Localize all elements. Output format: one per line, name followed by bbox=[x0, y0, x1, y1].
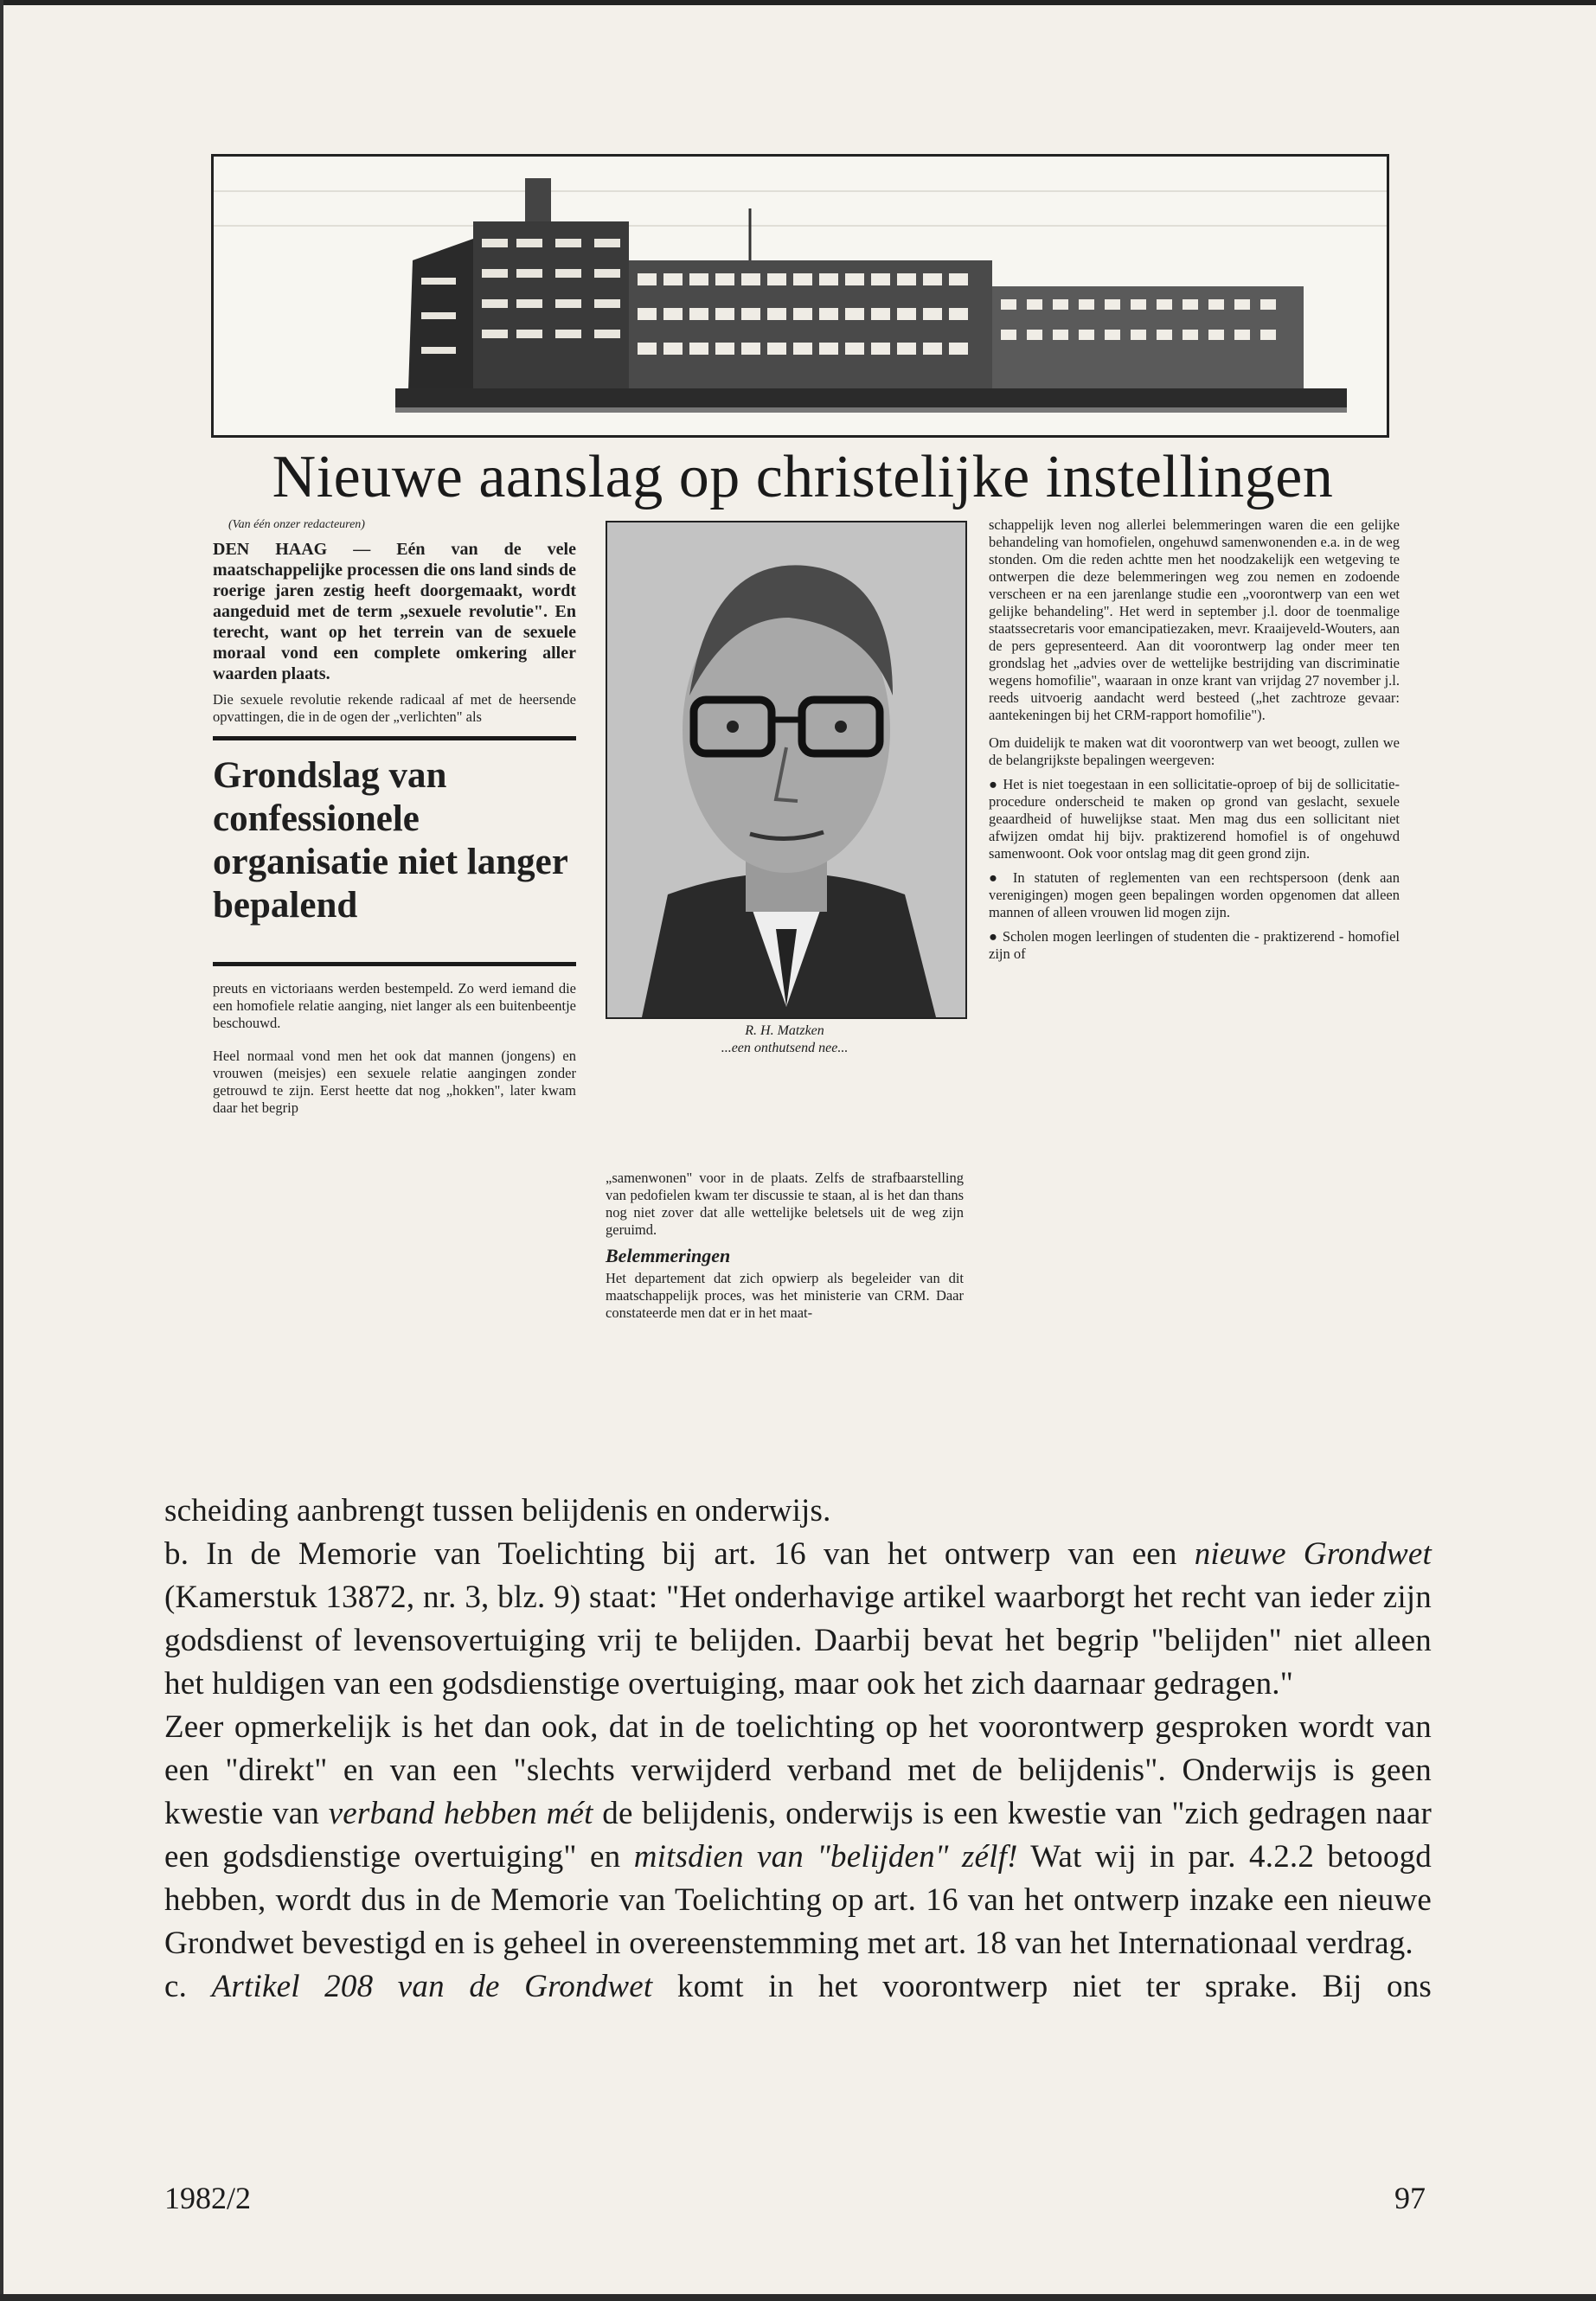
text-run: (Kamerstuk 13872, nr. 3, blz. 9) staat: "Het onderhavige artikel waarborgt het recht van ieder zijn godsdienst of levensovertuiging vrij te belijden. Daarbij bevat het begrip "belijden" niet alleen het huldigen van een godsdienstige overtuiging, maar ook het zich daarnaar gedragen." bbox=[164, 1580, 1432, 1702]
text-run: c. bbox=[164, 1969, 212, 2004]
text-run: Zeer opmerkelijk is het dan ook, dat in de toelichting op het voorontwerp gesproken wordt van een "direkt" en van een "slechts verwijderd verband met de belijdenis". Onderwijs is geen kwestie van bbox=[164, 1709, 1432, 1831]
bullet-item: ● In statuten of reglementen van een rechtspersoon (denk aan verenigingen) mogen geen bepalingen worden opgenomen dat alleen mannen of alleen vrouwen lid mogen zijn. bbox=[989, 869, 1400, 920]
subheadline: Grondslag van confessionele organisatie niet langer bepalend bbox=[213, 755, 568, 926]
italic-run: verband hebben mét bbox=[328, 1796, 593, 1831]
newspaper-clipping bbox=[206, 149, 1400, 1420]
caption-text: ...een onthutsend nee... bbox=[721, 1041, 849, 1055]
section-heading: Belemmeringen bbox=[606, 1245, 731, 1266]
text-run: b. In de Memorie van Toelichting bij art. 16 van het ontwerp van een bbox=[164, 1536, 1195, 1572]
building-photo bbox=[211, 154, 1389, 438]
byline: (Van één onzer redacteuren) bbox=[228, 518, 365, 531]
paragraph: Heel normaal vond men het ook dat mannen (jongens) en vrouwen (meisjes) een sexuele relatie aangingen zonder getrouwd te zijn. Eerst heette dat nog „hokken", later kwam daar het begrip bbox=[213, 1048, 576, 1116]
page-edge-left bbox=[0, 0, 3, 2301]
article-column-3 bbox=[989, 516, 1400, 970]
paragraph-zeer bbox=[164, 1706, 1432, 1965]
page-edge-bottom bbox=[0, 2294, 1596, 2301]
paragraph-b bbox=[164, 1533, 1432, 1706]
paragraph: Om duidelijk te maken wat dit voorontwerp van wet beoogt, zullen we de belangrijkste bepalingen weergeven: bbox=[989, 734, 1400, 768]
text-run: Wat wij in par. 4.2.2 betoogd hebben, wordt dus in de Memorie van Toelichting op art. 16 van het ontwerp inzake een nieuwe Grondwet bevestigd en is geheel in overeenstemming met art. 18 van het Internationaal verdrag. bbox=[164, 1839, 1432, 1961]
paragraph: Die sexuele revolutie rekende radicaal af met de heersende opvattingen, die in de ogen der „verlichten" als bbox=[213, 691, 576, 725]
issue-number: 1982/2 bbox=[164, 2181, 252, 2215]
page-edge bbox=[0, 0, 1596, 5]
caption-name: R. H. Matzken bbox=[745, 1023, 824, 1038]
portrait-photo bbox=[606, 521, 967, 1019]
paragraph-c bbox=[164, 1965, 1432, 2009]
text-run: komt in het voorontwerp niet ter sprake. Bij ons bbox=[652, 1969, 1432, 2004]
article-headline: Nieuwe aanslag op christelijke instellingen bbox=[272, 444, 1334, 510]
bullet-item: ● Het is niet toegestaan in een sollicitatie-oproep of bij de sollicitatie-procedure onderscheid te maken op grond van geslacht, sexuele geaardheid of huwelijkse staat. Men mag dus een sollicitant niet afwijzen omdat hij bijv. praktizerend homofiel is of ongehuwd samenwoont. Ook voor ontslag mag dit geen grond zijn. bbox=[989, 776, 1400, 862]
divider bbox=[213, 736, 576, 740]
lead-text: Eén van de vele maatschappelijke processen die ons land sinds de roerige jaren zestig heeft doorgemaakt, wordt aangeduid met de term „sexuele revolutie". En terecht, want op het terrein van de sexuele moraal vond een complete omkering aller waarden plaats. bbox=[213, 540, 576, 683]
portrait-block bbox=[606, 521, 964, 1066]
page-number: 97 bbox=[1394, 2181, 1426, 2215]
paragraph: scheiding aanbrengt tussen belijdenis en onderwijs. bbox=[164, 1493, 831, 1529]
lead-paragraph bbox=[213, 539, 576, 684]
dateline: DEN HAAG — bbox=[213, 540, 397, 559]
article-column-1 bbox=[213, 516, 576, 1124]
italic-run: nieuwe Grondwet bbox=[1194, 1536, 1432, 1572]
paragraph: „samenwonen" voor in de plaats. Zelfs de strafbaarstelling van pedofielen kwam ter discussie te staan, al is het dan thans nog niet zover dat alle wettelijke beletsels uit de weg zijn geruimd. bbox=[606, 1170, 964, 1238]
italic-run: mitsdien van "belijden" zélf! bbox=[633, 1839, 1018, 1875]
text-run: de belijdenis, onderwijs is een kwestie van "zich gedragen naar een godsdienstige overtuiging" en bbox=[164, 1796, 1432, 1875]
italic-run: Artikel 208 van de Grondwet bbox=[211, 1969, 653, 2004]
article-column-2 bbox=[606, 1170, 964, 1329]
paragraph: Het departement dat zich opwierp als begeleider van dit maatschappelijk proces, was het ministerie van CRM. Daar constateerde men dat er in het maat- bbox=[606, 1270, 964, 1321]
main-text bbox=[164, 1490, 1432, 2009]
divider bbox=[213, 962, 576, 966]
paragraph: preuts en victoriaans werden bestempeld. Zo werd iemand die een homofiele relatie aanging, niet langer als een buitenbeentje beschouwd. bbox=[213, 980, 576, 1031]
photo-caption bbox=[606, 1022, 964, 1057]
bullet-item: ● Scholen mogen leerlingen of studenten die - praktizerend - homofiel zijn of bbox=[989, 928, 1400, 962]
paragraph: schappelijk leven nog allerlei belemmeringen waren die een gelijke behandeling van homofielen, ongehuwd samenwonenden e.a. in de weg stonden. Om die reden achtte men het noodzakelijk een wetgeving te ontwerpen die deze belemmeringen weg zou nemen en zodoende verscheen er na een jarenlange studie een „voorontwerp van een wet gelijke behandeling". Het werd in september j.l. door de toenmalige staatssecretaris voor emancipatiezaken, mevr. Kraaijeveld-Wouters, aan de pers gepresenteerd. Aan dit voorontwerp lag onder meer ten grondslag het „advies over de wettelijke bestrijding van discriminatie wegens homofilie", waaraan in onze krant van vrijdag 27 november j.l. reeds uitvoerig aandacht werd besteed („het zachtroze gevaar: aantekeningen bij het CRM-rapport homofilie"). bbox=[989, 516, 1400, 723]
